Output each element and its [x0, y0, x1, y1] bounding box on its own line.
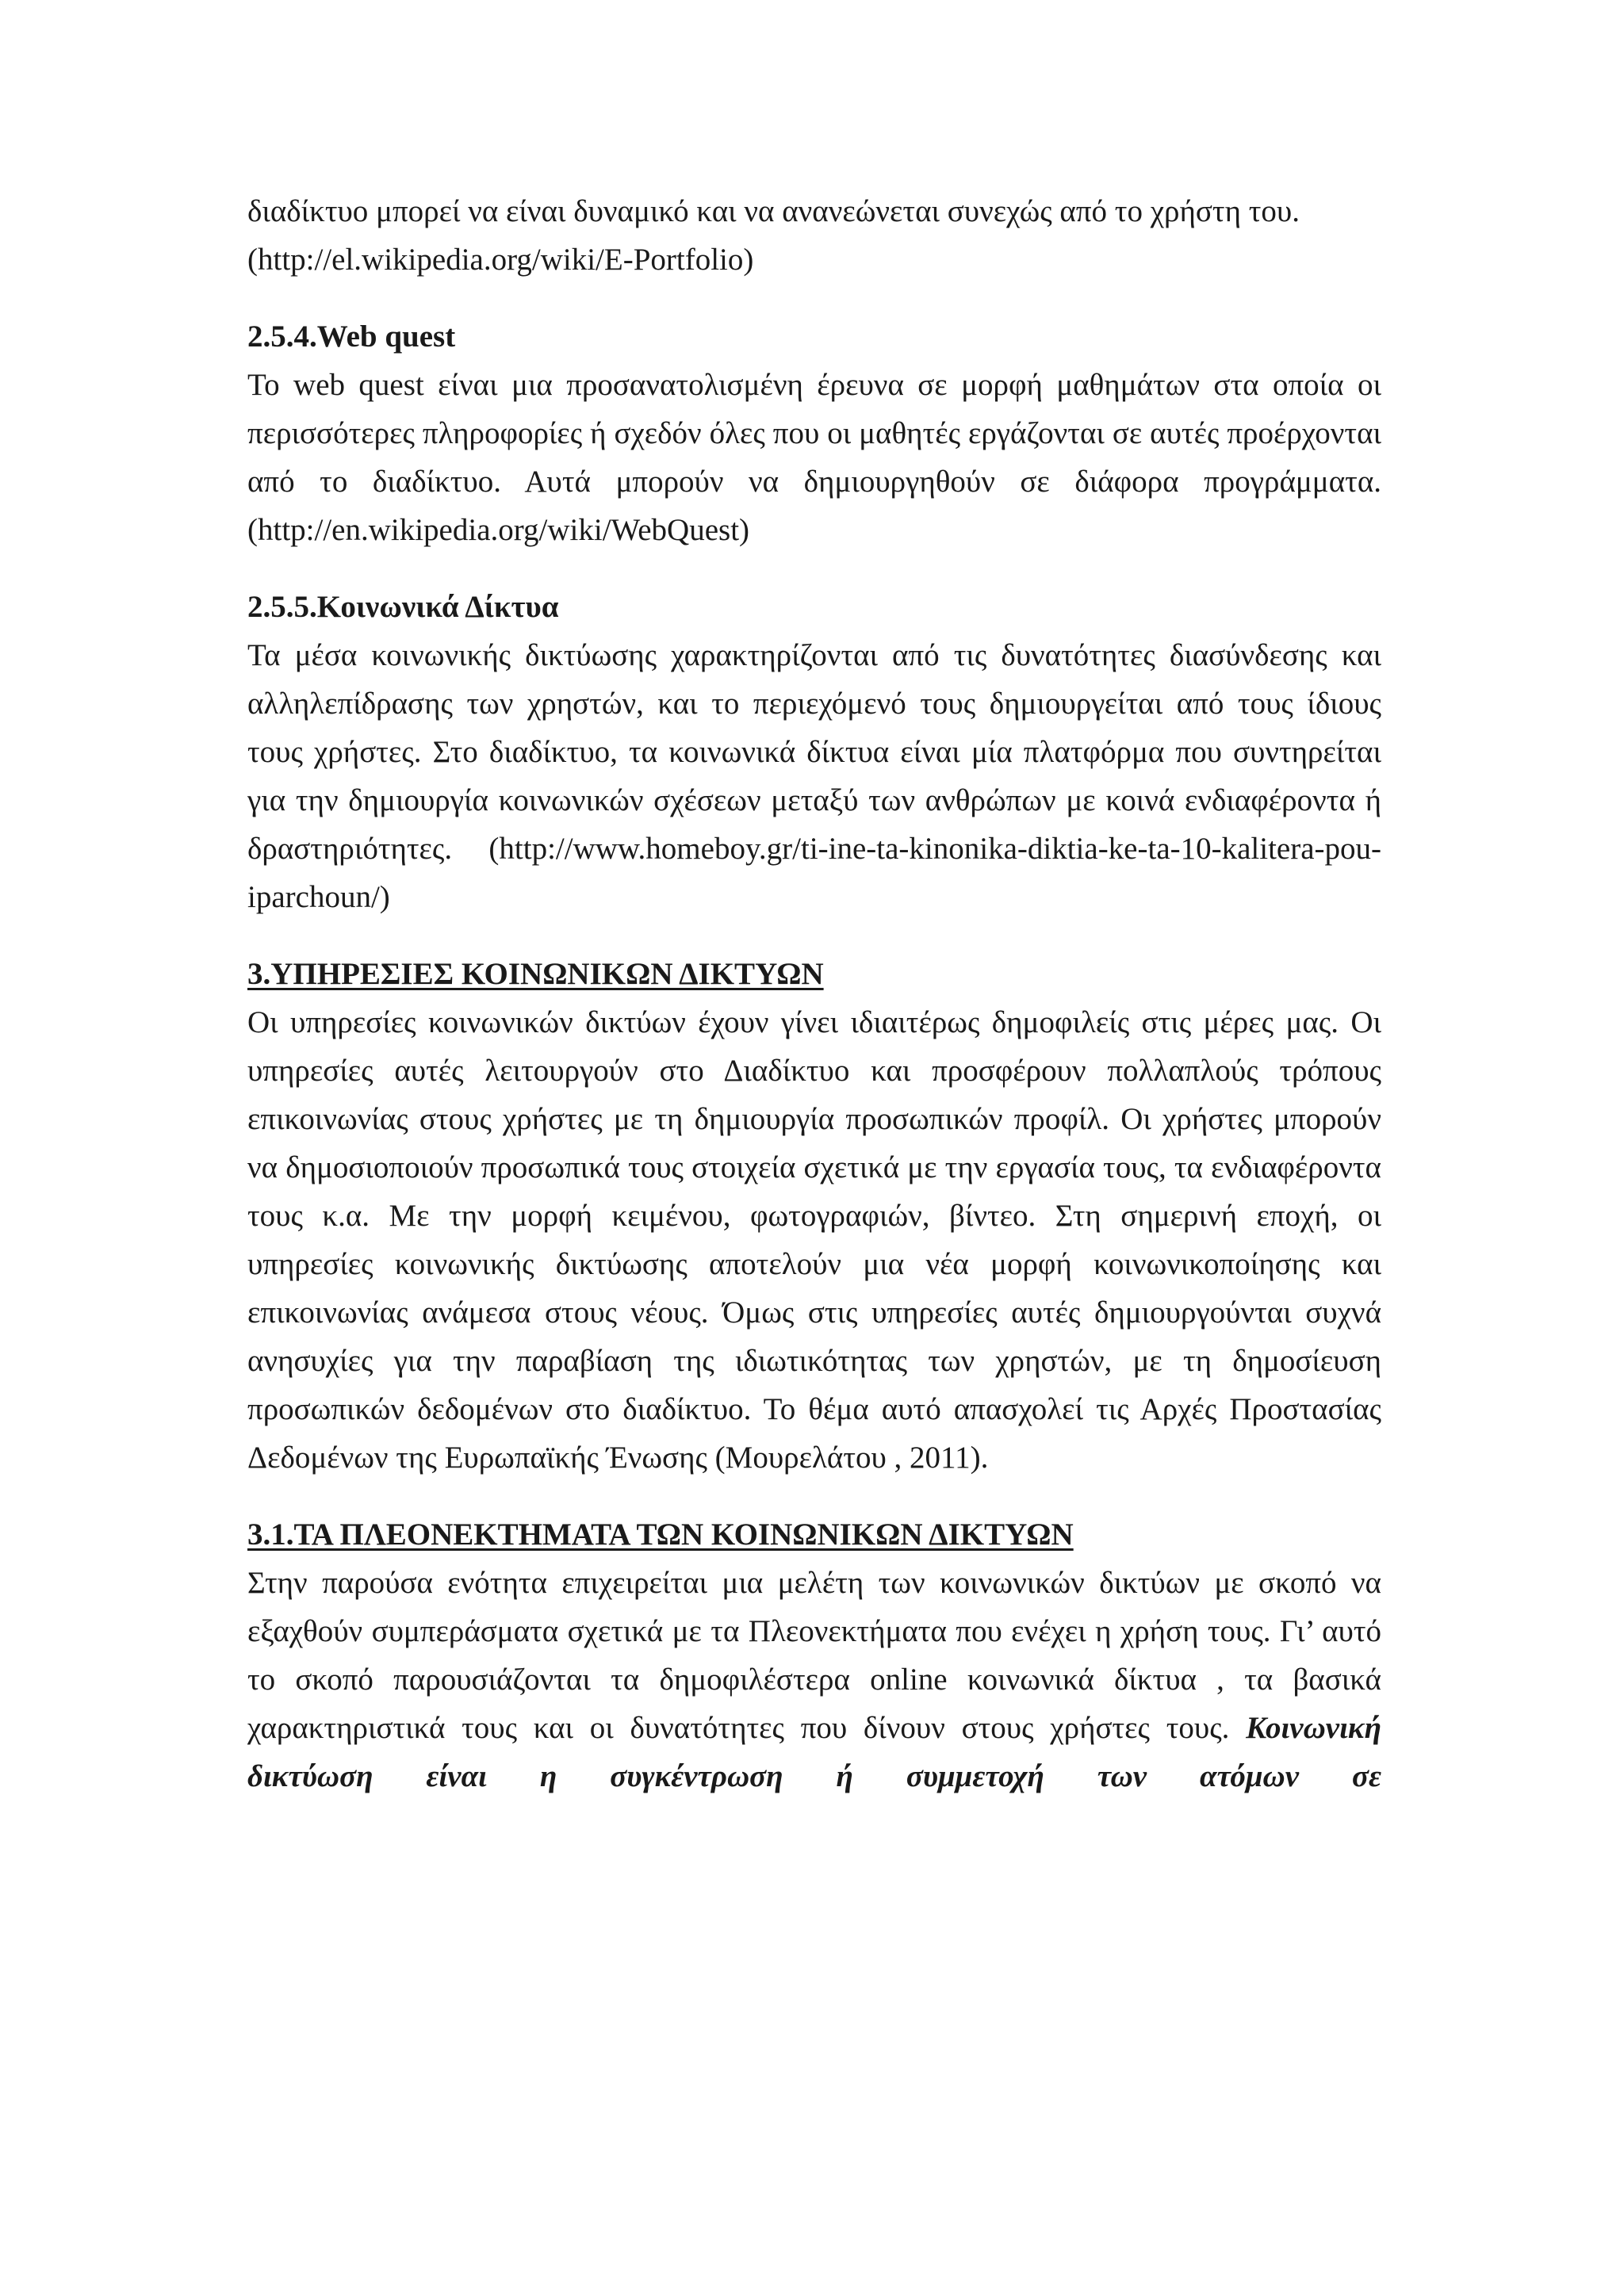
document-page: [247, 187, 1381, 1800]
intro-reference-link: (http://el.wikipedia.org/wiki/E-Portfolio): [247, 243, 754, 277]
section-body: Τα μέσα κοινωνικής δικτύωσης χαρακτηρίζονται από τις δυνατότητες διασύνδεσης και αλληλεπίδρασης των χρηστών, και το περιεχόμενό τους δημιουργείται από τους ίδιους τους χρήστες. Στο διαδίκτυο, τα κοινωνικά δίκτυα είναι μία πλατφόρμα που συντηρείται για την δημιουργία κοινωνικών σχέσεων μεταξύ των ανθρώπων με κοινά ενδιαφέροντα ή δραστηριότητες. (http://www.homeboy.gr/ti-ine-ta-kinonika-diktia-ke-ta-10-kalitera-pou-iparchoun/): [247, 638, 1381, 914]
intro-continuation: [247, 187, 1381, 284]
section-body-text: Στην παρούσα ενότητα επιχειρείται μια μελέτη των κοινωνικών δικτύων με σκοπό να εξαχθούν συμπεράσματα σχετικά με τα Πλεονεκτήματα που ενέχει η χρήση τους. Γι’ αυτό το σκοπό παρουσιάζονται τα δημοφιλέστερα online κοινωνικά δίκτυα , τα βασικά χαρακτηριστικά τους και οι δυνατότητες που δίνουν στους χρήστες τους.: [247, 1566, 1381, 1745]
section-body: Οι υπηρεσίες κοινωνικών δικτύων έχουν γίνει ιδιαιτέρως δημοφιλείς στις μέρες μας. Οι υπηρεσίες αυτές λειτουργούν στο Διαδίκτυο και προσφέρουν πολλαπλούς τρόπους επικοινωνίας στους χρήστες με τη δημιουργία προσωπικών προφίλ. Οι χρήστες μπορούν να δημοσιοποιούν προσωπικά τους στοιχεία σχετικά με την εργασία τους, τα ενδιαφέροντα τους κ.α. Με την μορφή κειμένου, φωτογραφιών, βίντεο. Στη σημερινή εποχή, οι υπηρεσίες κοινωνικής δικτύωσης αποτελούν μια νέα μορφή κοινωνικοποίησης και επικοινωνίας ανάμεσα στους νέους. Όμως στις υπηρεσίες αυτές δημιουργούνται συχνά ανησυχίες για την παραβίαση της ιδιωτικότητας των χρηστών, με τη δημοσίευση προσωπικών δεδομένων στο διαδίκτυο. Το θέμα αυτό απασχολεί τις Αρχές Προστασίας Δεδομένων της Ευρωπαϊκής Ένωσης (Μουρελάτου , 2011).: [247, 1005, 1381, 1475]
section-body: [247, 1559, 1381, 1800]
intro-line-1: διαδίκτυο μπορεί να είναι δυναμικό και να ανανεώνεται συνεχώς από το χρήστη του.: [247, 194, 1300, 228]
section-2-5-5: [247, 583, 1381, 921]
emphasized-definition: Κοινωνική δικτύωση είναι η συγκέντρωση ή συμμετοχή των ατόμων σε: [247, 1711, 1381, 1793]
section-body: Το web quest είναι μια προσανατολισμένη έρευνα σε μορφή μαθημάτων στα οποία οι περισσότερες πληροφορίες ή σχεδόν όλες που οι μαθητές εργάζονται σε αυτές προέρχονται από το διαδίκτυο. Αυτά μπορούν να δημιουργηθούν σε διάφορα προγράμματα.(http://en.wikipedia.org/wiki/WebQuest): [247, 368, 1381, 547]
chapter-heading: 3.ΥΠΗΡΕΣΙΕΣ ΚΟΙΝΩΝΙΚΩΝ ΔΙΚΤΥΩΝ: [247, 957, 824, 991]
section-heading: 2.5.5.Κοινωνικά Δίκτυα: [247, 590, 559, 624]
section-heading: 2.5.4.Web quest: [247, 320, 456, 354]
section-3-1: [247, 1510, 1381, 1800]
section-2-5-4: [247, 312, 1381, 554]
section-3: [247, 950, 1381, 1482]
chapter-heading: 3.1.ΤΑ ΠΛΕΟΝΕΚΤΗΜΑΤΑ ΤΩΝ ΚΟΙΝΩΝΙΚΩΝ ΔΙΚΤΥΩΝ: [247, 1517, 1074, 1552]
